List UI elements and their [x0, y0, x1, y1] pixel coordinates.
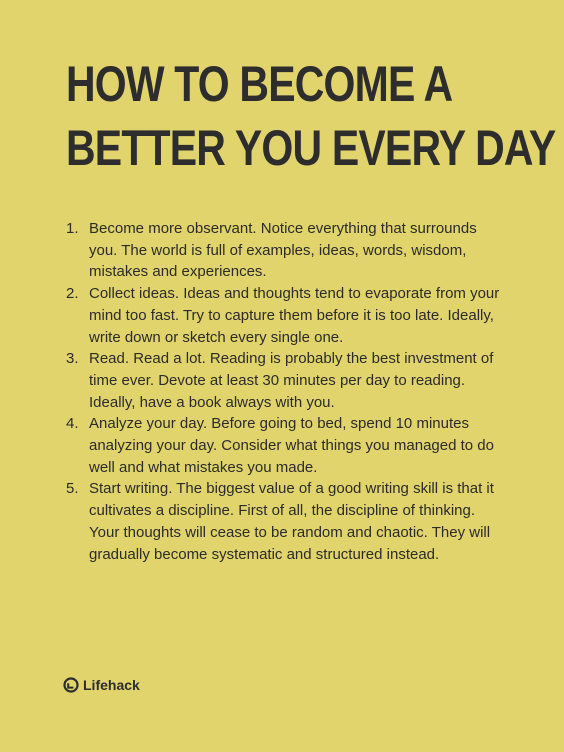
page-title: [66, 52, 556, 180]
brand-name: Lifehack: [83, 677, 140, 693]
brand-logo: [63, 677, 140, 693]
list-item-text: Collect ideas. Ideas and thoughts tend to evaporate from your mind too fast. Try to capture them before it is too late. Ideally, write down or sketch every single one.: [89, 285, 500, 346]
lifehack-logo-icon: [63, 677, 79, 693]
list-item: [66, 218, 506, 283]
list-item: [66, 478, 506, 565]
list-item-number: 5.: [66, 480, 79, 498]
list-item-number: 3.: [66, 350, 79, 368]
list-item-number: 4.: [66, 415, 79, 433]
list-item-text: Start writing. The biggest value of a good writing skill is that it cultivates a discipline. First of all, the discipline of thinking. Your thoughts will cease to be random and chaotic. They will gradually become systematic and structured instead.: [89, 480, 494, 563]
title-line-1: HOW TO BECOME A: [66, 56, 453, 112]
list-item-text: Analyze your day. Before going to bed, spend 10 minutes analyzing your day. Consider what things you managed to do well and what mistakes you made.: [89, 415, 494, 476]
list-item-number: 1.: [66, 220, 79, 237]
list-item-number: 2.: [66, 285, 79, 303]
list-item-text: Read. Read a lot. Reading is probably the best investment of time ever. Devote at least 30 minutes per day to reading. Ideally, have a book always with you.: [89, 350, 494, 411]
tips-list: [66, 218, 506, 565]
list-item: [66, 413, 506, 478]
list-item-text: Become more observant. Notice everything that surrounds you. The world is full of examples, ideas, words, wisdom, mistakes and experiences.: [89, 220, 477, 281]
list-item: [66, 348, 506, 413]
list-item: [66, 283, 506, 348]
title-line-2: BETTER YOU EVERY DAY: [66, 120, 556, 176]
